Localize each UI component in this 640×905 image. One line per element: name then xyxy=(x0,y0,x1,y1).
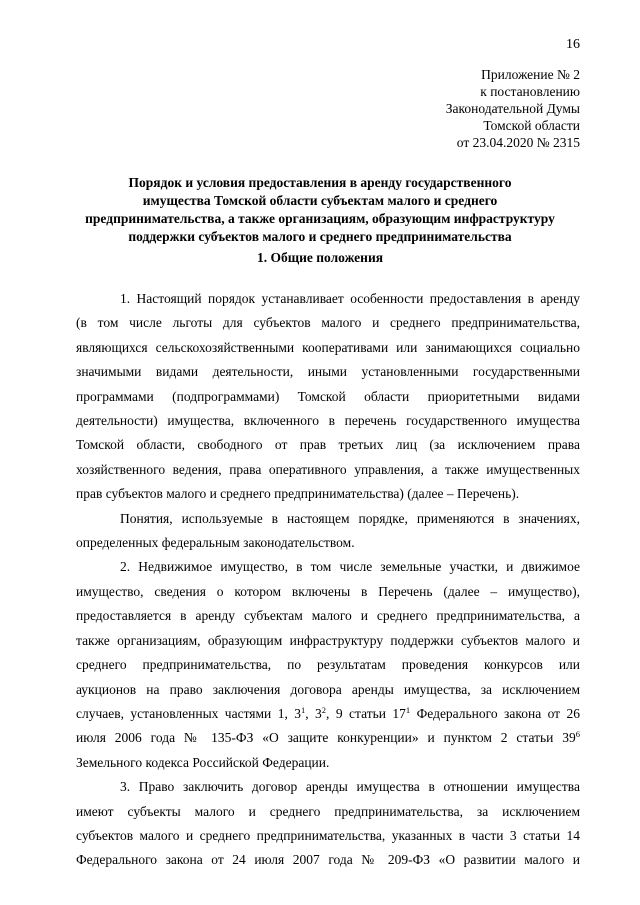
appendix-line: от 23.04.2020 № 2315 xyxy=(456,135,580,150)
document-body xyxy=(76,287,580,873)
title-line: предпринимательства, а также организациям, образующим инфраструктуру xyxy=(85,211,555,226)
text-line: (в том числе льготы для субъектов малого и среднего предпринимательства, xyxy=(76,315,580,331)
text-line: имеют субъекты малого и среднего предпринимательства, за исключением xyxy=(76,803,580,819)
text-line: значимыми видами деятельности, иными установленными государственными xyxy=(76,364,580,380)
text-line: 2. Недвижимое имущество, в том числе земельные участки, и движимое xyxy=(120,559,580,575)
section-title: 1. Общие положения xyxy=(256,250,384,265)
document-title xyxy=(60,174,580,246)
appendix-line: к постановлению xyxy=(480,84,580,99)
appendix-line: Приложение № 2 xyxy=(481,67,580,82)
title-line: поддержки субъектов малого и среднего предпринимательства xyxy=(128,229,512,244)
text-line: субъектов малого и среднего предпринимательства, указанных в части 3 статьи 14 xyxy=(76,827,580,843)
text-line: деятельности) имущества, включенного в перечень государственного имущества xyxy=(76,413,580,429)
title-line: Порядок и условия предоставления в аренду государственного xyxy=(128,175,512,190)
text-line: являющихся сельскохозяйственными кооперативами или занимающихся социально xyxy=(76,339,580,355)
text-line: Федерального закона от 24 июля 2007 года № 209-ФЗ «О развитии малого и xyxy=(76,852,580,868)
text-line: аукционов на право заключения договора аренды имущества, за исключением xyxy=(76,681,580,697)
superscript: 2 xyxy=(321,704,327,715)
text-fragment: , 3 xyxy=(305,705,322,721)
text-line: программами (подпрограммами) Томской области приоритетными видами xyxy=(76,388,580,404)
superscript: 1 xyxy=(405,704,411,715)
text-line: Томской области, свободного от прав третьих лиц (за исключением права xyxy=(76,437,580,453)
text-line: Земельного кодекса Российской Федерации. xyxy=(76,754,330,770)
text-line: 1. Настоящий порядок устанавливает особенности предоставления в аренду xyxy=(120,291,580,306)
text-line-with-superscripts xyxy=(76,702,580,726)
text-line: 3. Право заключить договор аренды имущества в отношении имущества xyxy=(120,779,580,795)
page-number: 16 xyxy=(566,37,580,52)
appendix-header xyxy=(360,66,580,151)
text-fragment: Федерального закона от 26 xyxy=(410,705,581,721)
text-line: прав субъектов малого и среднего предпринимательства) (далее – Перечень). xyxy=(76,486,520,502)
text-fragment: июля 2006 года № 135-ФЗ «О защите конкуренции» и пунктом 2 статьи 39 xyxy=(76,730,576,746)
text-line: также организациям, образующим инфраструктуру поддержки субъектов малого и xyxy=(76,632,580,648)
text-fragment: случаев, установленных частями 1, 3 xyxy=(76,705,301,721)
text-line: среднего предпринимательства, по результатам проведения конкурсов или xyxy=(76,657,580,673)
text-line-with-superscripts xyxy=(76,726,580,750)
appendix-line: Законодательной Думы xyxy=(445,101,580,116)
title-line: имущества Томской области субъектам малого и среднего xyxy=(142,193,498,208)
text-line: имущество, сведения о котором включены в Перечень (далее – имущество), xyxy=(76,583,580,599)
text-fragment: , 9 статьи 17 xyxy=(326,705,406,721)
text-line: определенных федеральным законодательством. xyxy=(76,535,355,551)
text-line: Понятия, используемые в настоящем порядке, применяются в значениях, xyxy=(120,510,580,526)
appendix-line: Томской области xyxy=(483,118,580,133)
superscript: 1 xyxy=(301,704,306,715)
text-line: хозяйственного ведения, права оперативного управления, а также имущественных xyxy=(76,461,580,477)
text-line: предоставляется в аренду субъектам малого и среднего предпринимательства, а xyxy=(76,608,580,624)
superscript: 6 xyxy=(575,729,580,740)
